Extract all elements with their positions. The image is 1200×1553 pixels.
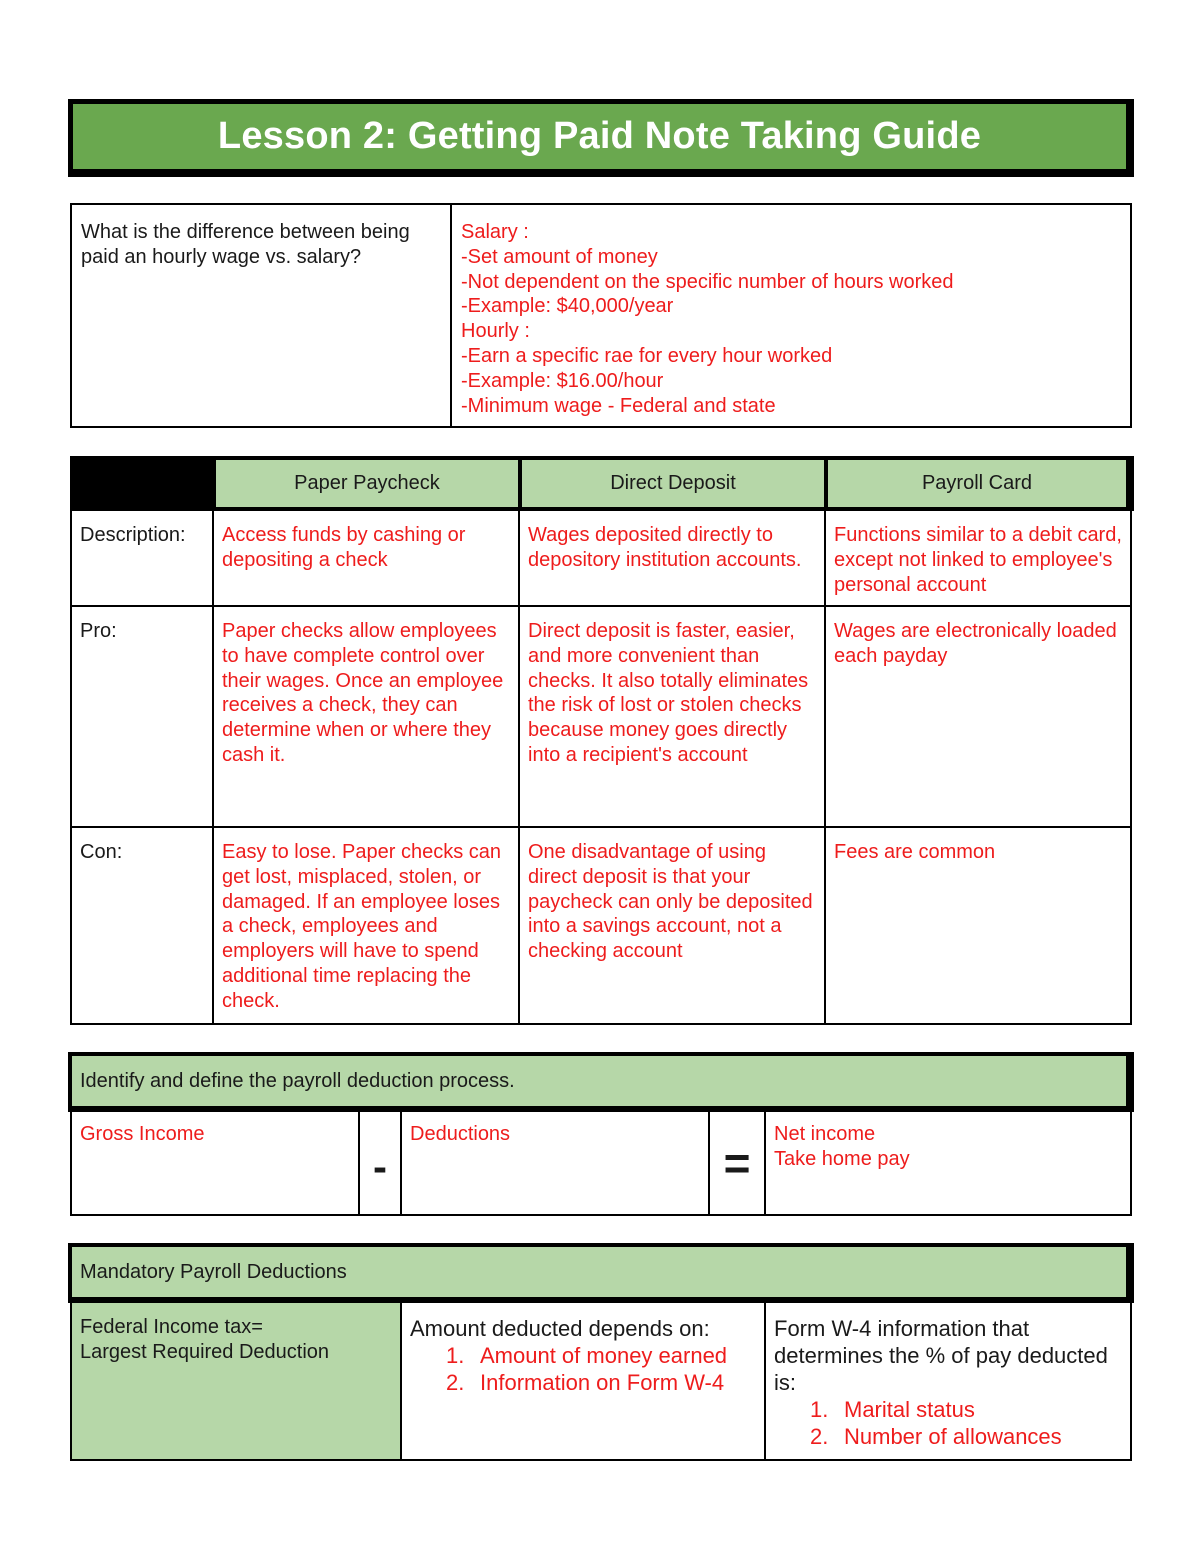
table-header-row	[70, 456, 1134, 511]
table-row	[70, 828, 1132, 1025]
mandatory-deductions-heading: Mandatory Payroll Deductions	[68, 1243, 1134, 1303]
federal-income-tax-cell	[72, 1303, 402, 1459]
list-text: Amount of money earned	[480, 1343, 728, 1368]
form-w4-cell	[766, 1303, 1130, 1459]
minus-sign: -	[358, 1112, 402, 1214]
header-corner	[70, 456, 212, 511]
title-banner	[68, 99, 1134, 177]
list-number: 2.	[810, 1424, 829, 1449]
wage-answer	[452, 205, 1130, 426]
list-number: 1.	[446, 1343, 465, 1368]
wage-answer-line: -Earn a specific rae for every hour worked	[461, 344, 833, 367]
page-title: Lesson 2: Getting Paid Note Taking Guide	[217, 115, 982, 157]
mandatory-deductions-table	[68, 1243, 1134, 1461]
list-text: Number of allowances	[844, 1424, 1062, 1449]
wage-answer-line: Salary :	[461, 221, 529, 243]
table-cell: Paper checks allow employees to have complete control over their wages. Once an employee receives a check, they can determine when or where they cash it.	[214, 607, 520, 826]
amount-deducted-cell	[402, 1303, 766, 1459]
largest-deduction-label: Largest Required Deduction	[80, 1341, 330, 1363]
net-income-cell	[766, 1112, 1130, 1214]
list-number: 2.	[446, 1370, 465, 1395]
list-item	[810, 1423, 1122, 1450]
form-w4-intro: Form W-4 information that determines the % of pay deducted is:	[774, 1316, 1108, 1395]
wage-answer-line: Hourly :	[461, 320, 530, 343]
table-cell: Direct deposit is faster, easier, and more convenient than checks. It also totally eliminates the risk of lost or stolen checks because money goes directly into a recipient's account	[520, 607, 826, 826]
row-label: Pro:	[72, 607, 214, 826]
mandatory-deductions-row	[70, 1303, 1132, 1461]
deduction-equation-row	[70, 1112, 1132, 1216]
header-paper-paycheck: Paper Paycheck	[212, 456, 518, 511]
table-cell: Fees are common	[834, 841, 996, 863]
deduction-process-table	[68, 1052, 1134, 1216]
list-number: 1.	[810, 1397, 829, 1422]
net-income-label: Net income	[774, 1123, 876, 1145]
list-item	[446, 1342, 756, 1369]
form-w4-list	[774, 1396, 1122, 1450]
row-label: Con:	[72, 828, 214, 1023]
deduction-process-heading: Identify and define the payroll deduction process.	[68, 1052, 1134, 1112]
table-cell: Wages deposited directly to depository institution accounts.	[520, 511, 826, 605]
table-cell: Easy to lose. Paper checks can get lost, misplaced, stolen, or damaged. If an employee loses a check, employees and employers will have to spend additional time replacing the check.	[214, 828, 520, 1023]
deductions-cell: Deductions	[410, 1123, 511, 1145]
table-cell: Wages are electronically loaded each payday	[834, 620, 1117, 667]
header-direct-deposit: Direct Deposit	[518, 456, 824, 511]
list-text: Marital status	[844, 1397, 975, 1422]
list-item	[810, 1396, 1122, 1423]
list-item	[446, 1369, 756, 1396]
federal-income-tax-label: Federal Income tax=	[80, 1316, 263, 1338]
table-row	[70, 511, 1132, 607]
wage-answer-line: -Example: $16.00/hour	[461, 369, 664, 392]
take-home-pay-label: Take home pay	[774, 1147, 910, 1170]
table-cell: One disadvantage of using direct deposit is that your paycheck can only be deposited into a savings account, not a checking account	[520, 828, 826, 1023]
amount-deducted-intro: Amount deducted depends on:	[410, 1316, 710, 1341]
table-cell: Functions similar to a debit card, except not linked to employee's personal account	[834, 524, 1122, 596]
list-text: Information on Form W-4	[480, 1370, 725, 1395]
wage-question-table	[70, 203, 1132, 428]
wage-answer-line: -Minimum wage - Federal and state	[461, 394, 776, 417]
amount-deducted-list	[410, 1342, 756, 1396]
header-payroll-card: Payroll Card	[824, 456, 1134, 511]
wage-answer-line: -Example: $40,000/year	[461, 295, 674, 318]
table-row	[70, 607, 1132, 828]
equals-sign: =	[708, 1112, 766, 1214]
wage-answer-line: -Set amount of money	[461, 245, 658, 268]
paycheck-comparison-table	[70, 456, 1134, 1025]
table-cell: Access funds by cashing or depositing a check	[214, 511, 520, 605]
row-label: Description:	[72, 511, 214, 605]
wage-question: What is the difference between being paid an hourly wage vs. salary?	[72, 205, 452, 426]
gross-income-cell: Gross Income	[80, 1123, 205, 1145]
wage-answer-line: -Not dependent on the specific number of hours worked	[461, 270, 954, 293]
